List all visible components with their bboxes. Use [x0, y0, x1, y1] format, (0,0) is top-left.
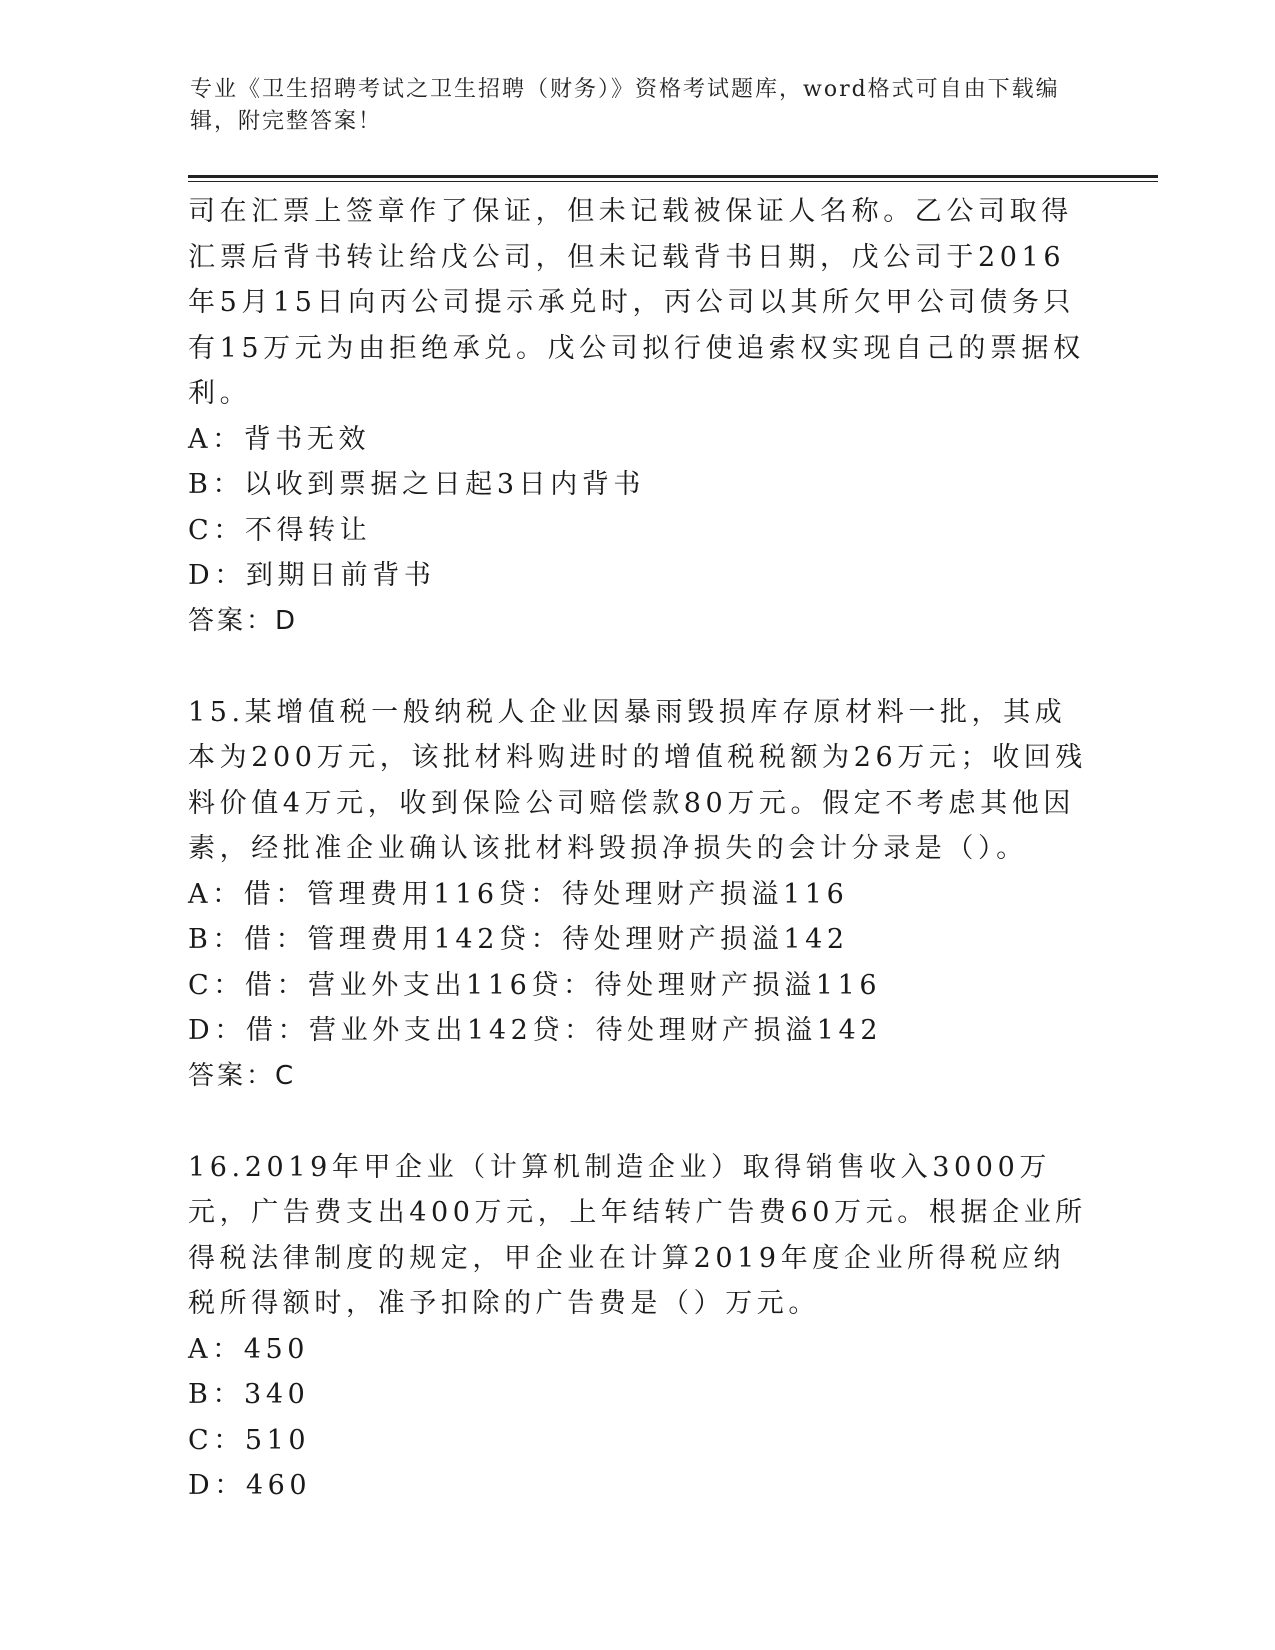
- question-14: [188, 189, 1088, 644]
- question-content: [188, 189, 1088, 1509]
- answer-line: 答案：D: [188, 605, 299, 636]
- option-b: B：借：管理费用142贷：待处理财产损溢142: [188, 924, 849, 955]
- spacer: [188, 644, 1088, 690]
- header-rule-thin: [188, 181, 1158, 182]
- question-15: [188, 690, 1088, 1100]
- option-a: A：借：管理费用116贷：待处理财产损溢116: [188, 878, 849, 910]
- question-stem: 司在汇票上签章作了保证，但未记载被保证人名称。乙公司取得汇票后背书转让给戊公司，但未记载背书日期，戊公司于2016年5月15日向丙公司提示承兑时，丙公司以其所欠甲公司债务只有15万元为由拒绝承兑。戊公司拟行使追索权实现自己的票据权利。: [188, 196, 1085, 409]
- answer-line: 答案：C: [188, 1060, 297, 1091]
- option-b: B：340: [188, 1379, 310, 1410]
- question-stem: 16.2019年甲企业（计算机制造企业）取得销售收入3000万元，广告费支出400万元，上年结转广告费60万元。根据企业所得税法律制度的规定，甲企业在计算2019年度企业所得税应纳税所得额时，准予扣除的广告费是（）万元。: [188, 1151, 1087, 1319]
- option-d: D：到期日前背书: [188, 560, 436, 591]
- page-header: 专业《卫生招聘考试之卫生招聘（财务）》资格考试题库，word格式可自由下载编辑，附完整答案！: [190, 77, 1060, 134]
- option-c: C：借：营业外支出116贷：待处理财产损溢116: [188, 969, 882, 1001]
- option-d: D：借：营业外支出142贷：待处理财产损溢142: [188, 1015, 883, 1046]
- question-16: [188, 1145, 1088, 1509]
- spacer: [188, 1099, 1088, 1145]
- option-c: C：510: [188, 1424, 311, 1456]
- option-b: B：以收到票据之日起3日内背书: [188, 469, 646, 500]
- option-a: A：450: [188, 1333, 310, 1365]
- question-stem: 15.某增值税一般纳税人企业因暴雨毁损库存原材料一批，其成本为200万元，该批材料购进时的增值税税额为26万元；收回残料价值4万元，收到保险公司赔偿款80万元。假定不考虑其他因素，经批准企业确认该批材料毁损净损失的会计分录是（）。: [188, 696, 1087, 864]
- option-c: C：不得转让: [188, 514, 372, 546]
- option-d: D：460: [188, 1470, 312, 1501]
- option-a: A：背书无效: [188, 423, 371, 455]
- header-rule-thick: [188, 175, 1158, 178]
